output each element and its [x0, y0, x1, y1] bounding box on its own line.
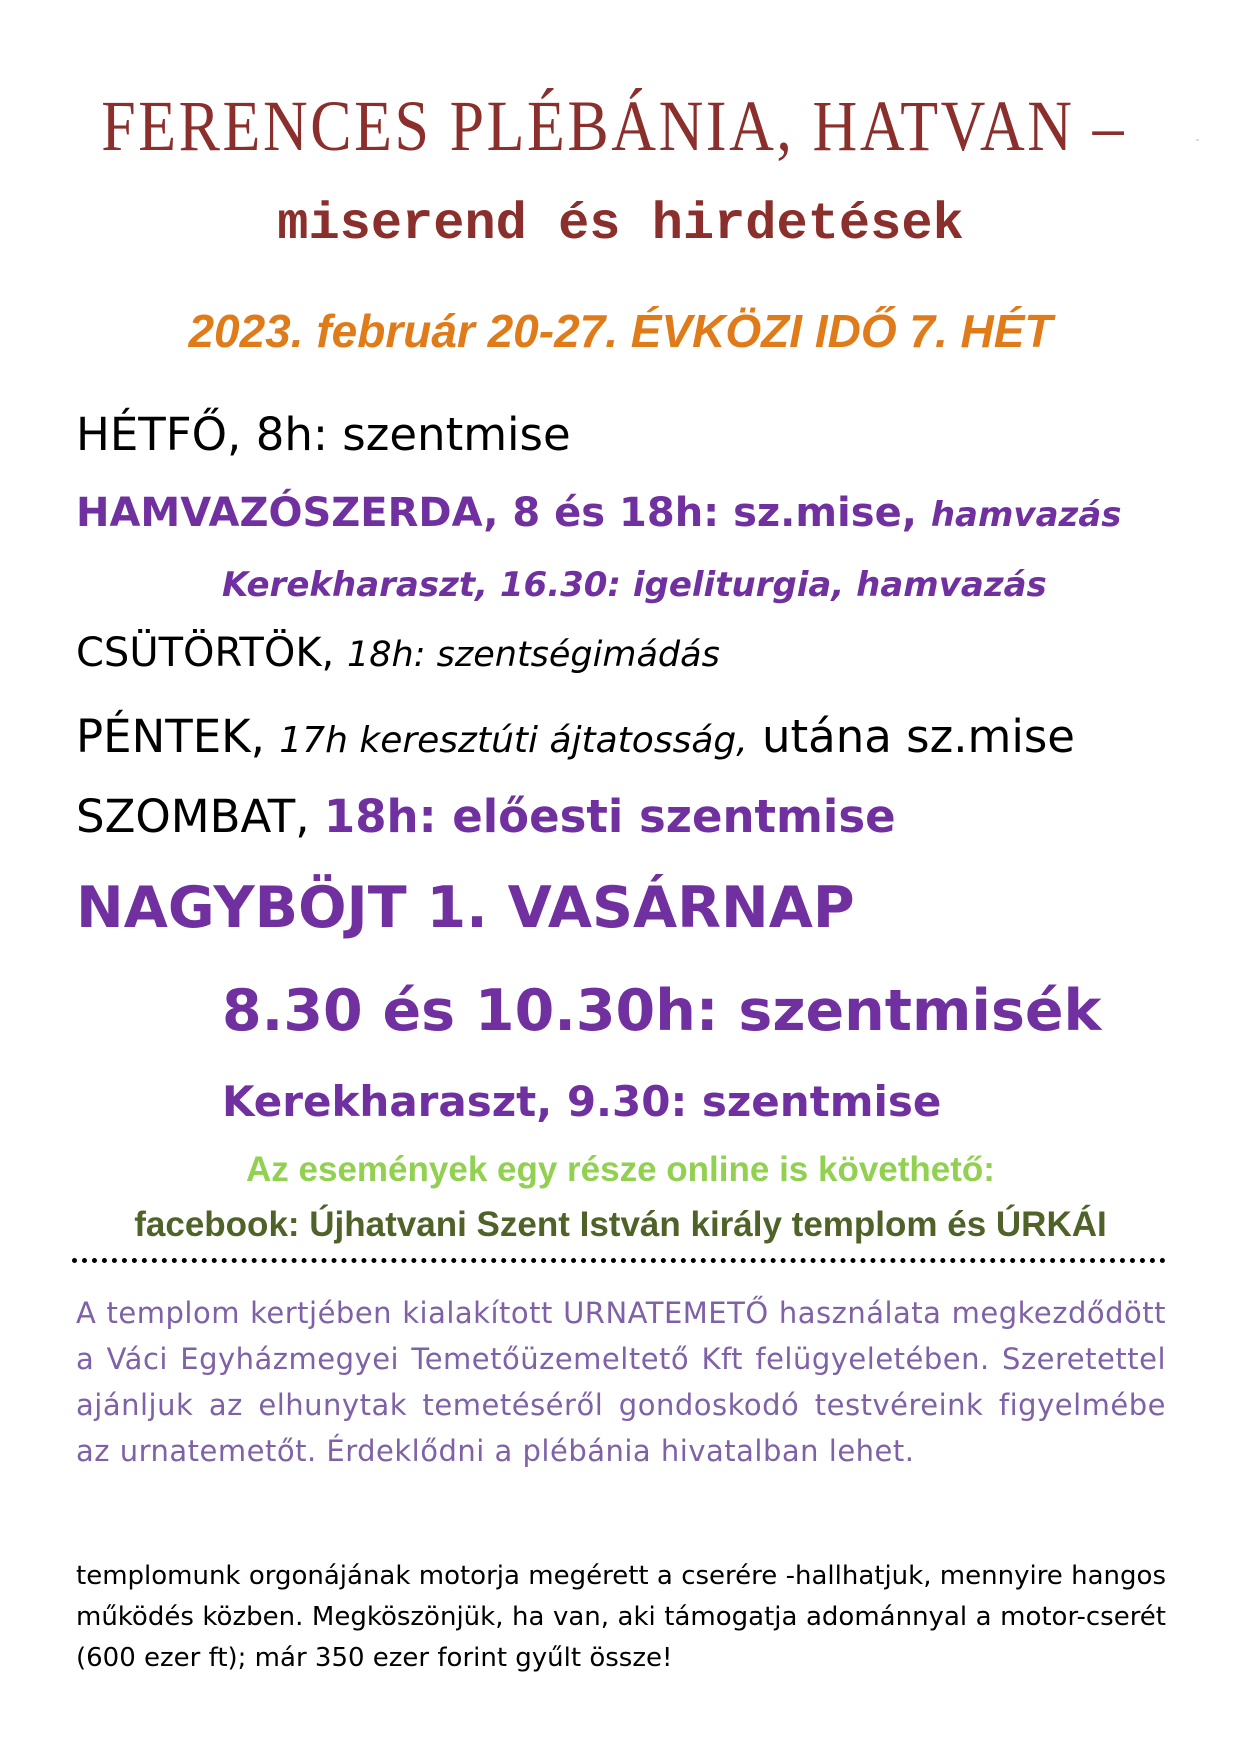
schedule-thursday [76, 630, 720, 676]
facebook-line: facebook: Újhatvani Szent István király templom és ÚRKÁI [134, 1205, 1107, 1244]
schedule-monday [76, 408, 571, 461]
ash-wednesday-main: HAMVAZÓSZERDA, 8 és 18h: sz.mise, [76, 490, 917, 536]
friday-day: PÉNTEK, [76, 710, 265, 763]
ash-wednesday-extra: hamvazás [930, 495, 1122, 535]
week-date-line: 2023. február 20-27. ÉVKÖZI IDŐ 7. HÉT [188, 305, 1053, 357]
schedule-kerekharaszt-wednesday: Kerekharaszt, 16.30: igeliturgia, hamvazás [222, 565, 1047, 605]
monday-detail: 8h: szentmise [255, 408, 571, 461]
thursday-day: CSÜTÖRTÖK, [76, 630, 335, 676]
monday-day: HÉTFŐ, [76, 408, 242, 461]
saturday-day: SZOMBAT, [76, 790, 310, 843]
sunday-kerekharaszt: Kerekharaszt, 9.30: szentmise [222, 1077, 942, 1126]
schedule-saturday [76, 790, 896, 843]
thursday-detail: 18h: szentségimádás [346, 635, 720, 675]
schedule-friday [76, 710, 1075, 763]
sunday-title: NAGYBÖJT 1. VASÁRNAP [76, 875, 855, 941]
friday-detail: 17h keresztúti ájtatosság, [279, 720, 748, 761]
page-title: FERENCES PLÉBÁNIA, HATVAN – [101, 86, 1127, 166]
organ-motor-announcement: templomunk orgonájának motorja megérett a cserére -hallhatjuk, mennyire hangos működés közben. Megköszönjük, ha van, aki támogatja adománnyal a motor-cserét (600 ezer ft); már 350 ezer forint gyűlt össze! [76, 1561, 1166, 1673]
friday-after: utána sz.mise [762, 710, 1075, 763]
schedule-ash-wednesday [76, 490, 1122, 536]
online-note: Az események egy része online is követhető: [246, 1150, 995, 1189]
urn-cemetery-announcement: A templom kertjében kialakított URNATEMETŐ használata megkezdődött a Váci Egyházmegyei Temetőüzemeltető Kft felügyeletében. Szeretettel ajánljuk az elhunytak temetéséről gondoskodó testvéreink figyelmébe az urnatemetőt. Érdeklődni a plébánia hivatalban lehet. [76, 1296, 1166, 1468]
saturday-detail: 18h: előesti szentmise [323, 790, 896, 843]
sunday-masses: 8.30 és 10.30h: szentmisék [222, 978, 1102, 1044]
decorative-dot [1196, 139, 1199, 141]
dotted-divider [72, 1258, 1166, 1263]
page-subtitle: miserend és hirdetések [277, 195, 964, 254]
